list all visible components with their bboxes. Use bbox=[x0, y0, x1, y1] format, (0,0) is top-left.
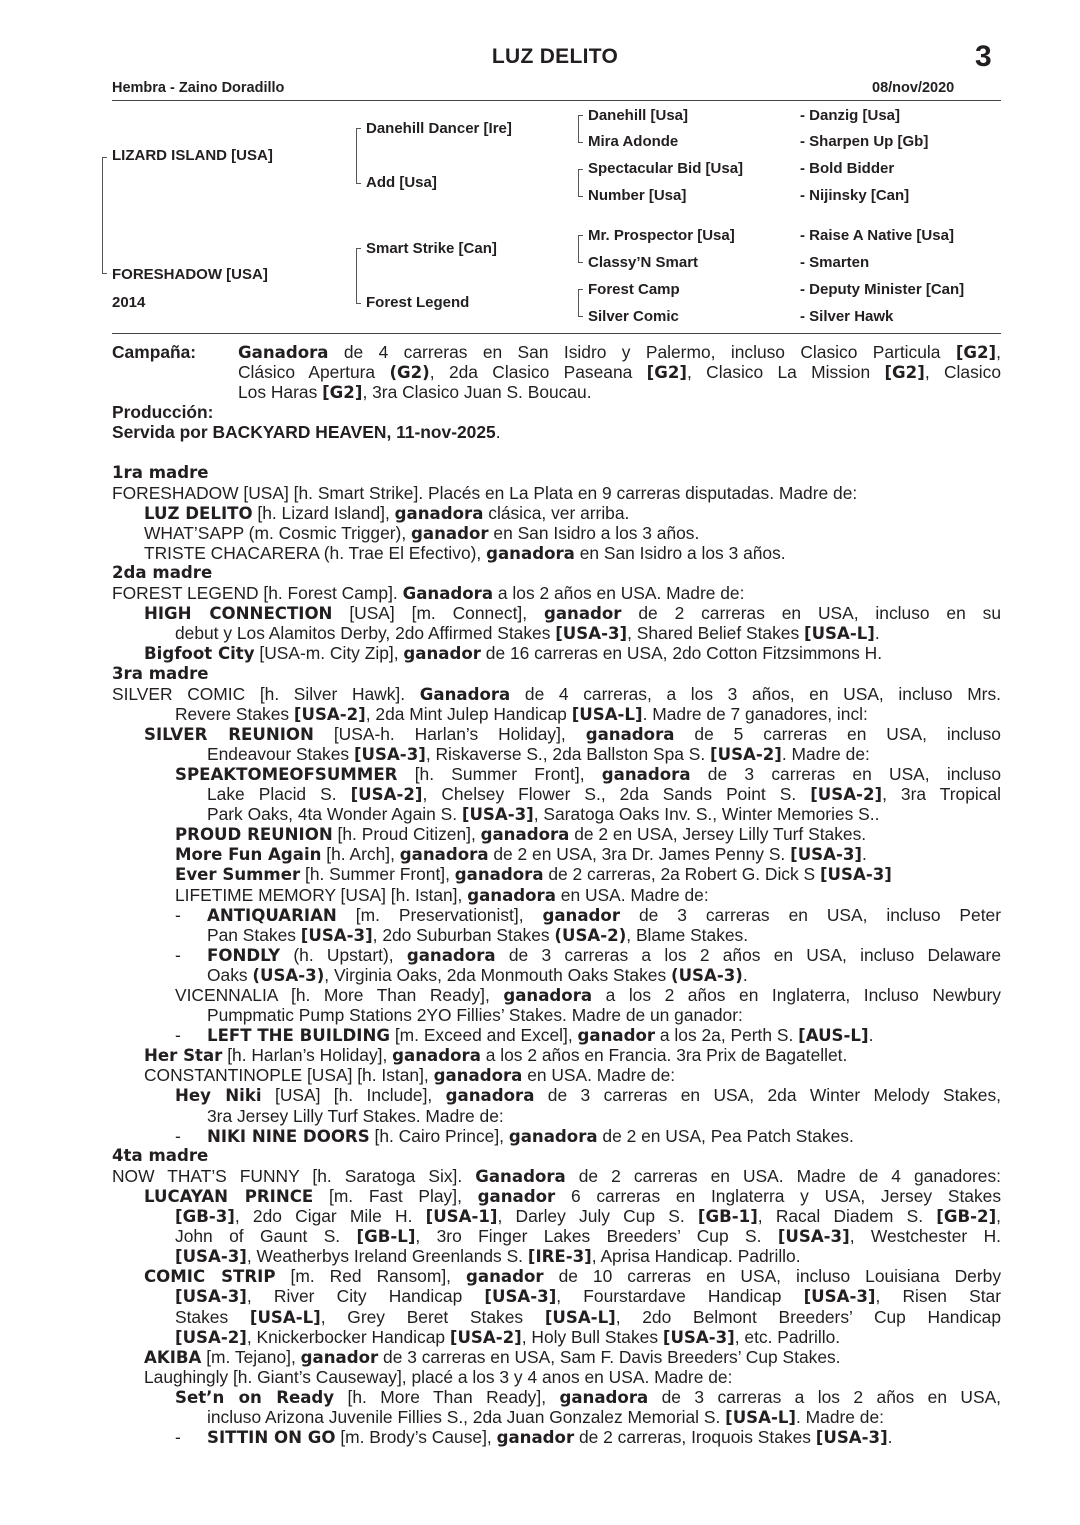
produce-entry-cont: debut y Los Alamitos Derby, 2do Affirmed Stakes [USA-3], Shared Belief Stakes [USA-L]. bbox=[175, 623, 880, 644]
produce-entry: SILVER REUNION [USA-h. Harlan’s Holiday], ganadora de 5 carreras en USA, incluso bbox=[144, 723, 1001, 744]
produce-entry-cont: John of Gaunt S. [GB-L], 3ro Finger Lakes Breeders’ Cup S. [USA-3], Westchester H. bbox=[175, 1226, 1001, 1247]
pedigree-bracket bbox=[578, 169, 583, 197]
pedigree-g4: - Raise A Native [Usa] bbox=[800, 227, 954, 244]
produce-entry: LUCAYAN PRINCE [m. Fast Play], ganador 6 carreras en Inglaterra y USA, Jersey Stakes bbox=[144, 1185, 1002, 1206]
produce-entry: PROUD REUNION [h. Proud Citizen], ganadora de 2 en USA, Jersey Lilly Turf Stakes. bbox=[175, 824, 867, 845]
produce-entry: AKIBA [m. Tejano], ganador de 3 carreras en USA, Sam F. Davis Breeders’ Cup Stakes. bbox=[144, 1346, 841, 1367]
pedigree-bracket bbox=[102, 157, 107, 274]
horse-name-title: LUZ DELITO bbox=[491, 45, 619, 68]
produce-entry-cont: [USA-3], River City Handicap [USA-3], Fourstardave Handicap [USA-3], Risen Star bbox=[175, 1286, 1002, 1307]
produce-entry: Ever Summer [h. Summer Front], ganadora de 2 carreras, 2a Robert G. Dick S [USA-3] bbox=[175, 864, 892, 885]
produce-entry-cont: Stakes [USA-L], Grey Beret Stakes [USA-L], 2do Belmont Breeders’ Cup Handicap bbox=[175, 1306, 1002, 1327]
pedigree-g3: Mr. Prospector [Usa] bbox=[588, 227, 735, 244]
pedigree-g4: - Bold Bidder bbox=[800, 160, 895, 177]
pedigree-divider bbox=[112, 333, 1001, 334]
section-heading-3rd-dam: 3ra madre bbox=[112, 663, 209, 683]
produce-entry-cont: Endeavour Stakes [USA-3], Riskaverse S., 2da Ballston Spa S. [USA-2]. Madre de: bbox=[207, 743, 870, 764]
served-by-line: Servida por BACKYARD HEAVEN, 11-nov-2025. bbox=[112, 422, 501, 443]
campaign-line: Clásico Apertura (G2), 2da Clasico Paseana [G2], Clasico La Mission [G2], Clasico bbox=[238, 362, 1001, 383]
produce-entry: LIFETIME MEMORY [USA] [h. Istan], ganadora en USA. Madre de: bbox=[175, 884, 709, 905]
pedigree-bracket bbox=[578, 115, 583, 143]
section-heading-2nd-dam: 2da madre bbox=[112, 563, 213, 583]
pedigree-sire: LIZARD ISLAND [USA] bbox=[112, 147, 273, 164]
section-heading-4th-dam: 4ta madre bbox=[112, 1145, 209, 1165]
dam-intro: FOREST LEGEND [h. Forest Camp]. Ganadora a los 2 años en USA. Madre de: bbox=[112, 583, 745, 604]
campaign-label: Campaña: bbox=[112, 342, 197, 362]
dam-intro: NOW THAT’S FUNNY [h. Saratoga Six]. Ganadora de 2 carreras en USA. Madre de 4 ganadores: bbox=[112, 1165, 1002, 1186]
pedigree-dam: FORESHADOW [USA] bbox=[112, 266, 268, 283]
produce-entry-cont: Pan Stakes [USA-3], 2do Suburban Stakes (USA-2), Blame Stakes. bbox=[207, 924, 749, 945]
produce-entry: WHAT’SAPP (m. Cosmic Trigger), ganador en San Isidro a los 3 años. bbox=[144, 522, 700, 543]
pedigree-g3: Number [Usa] bbox=[588, 187, 687, 204]
campaign-line: Campaña: Ganadora de 4 carreras en San Isidro y Palermo, incluso Clasico Particula [G2], bbox=[112, 342, 1001, 362]
pedigree-g3: Spectacular Bid [Usa] bbox=[588, 160, 744, 177]
lot-number: 3 bbox=[975, 40, 992, 73]
pedigree-sire-dam: Add [Usa] bbox=[366, 174, 437, 191]
dam-intro: SILVER COMIC [h. Silver Hawk]. Ganadora de 4 carreras, a los 3 años, en USA, incluso Mrs. bbox=[112, 683, 1001, 704]
produce-entry-cont: [USA-2], Knickerbocker Handicap [USA-2], Holy Bull Stakes [USA-3], etc. Padrillo. bbox=[175, 1326, 841, 1347]
produce-entry: CONSTANTINOPLE [USA] [h. Istan], ganadora en USA. Madre de: bbox=[144, 1065, 676, 1086]
produce-entry-cont: incluso Arizona Juvenile Fillies S., 2da Juan Gonzalez Memorial S. [USA-L]. Madre de: bbox=[207, 1406, 884, 1427]
pedigree-g4: - Sharpen Up [Gb] bbox=[800, 133, 929, 150]
produce-entry: Laughingly [h. Giant’s Causeway], placé a los 3 y 4 anos en USA. Madre de: bbox=[144, 1366, 733, 1387]
pedigree-g3: Danehill [Usa] bbox=[588, 107, 689, 124]
produce-entry-cont: [USA-3], Weatherbys Ireland Greenlands S. [IRE-3], Aprisa Handicap. Padrillo. bbox=[175, 1246, 801, 1267]
production-label: Producción: bbox=[112, 402, 214, 423]
dam-intro-cont: Revere Stakes [USA-2], 2da Mint Julep Handicap [USA-L]. Madre de 7 ganadores, incl: bbox=[175, 703, 868, 724]
produce-entry-cont: 3ra Jersey Lilly Turf Stakes. Madre de: bbox=[207, 1105, 504, 1126]
produce-entry: - NIKI NINE DOORS [h. Cairo Prince], ganadora de 2 en USA, Pea Patch Stakes. bbox=[175, 1125, 854, 1146]
pedigree-bracket bbox=[578, 235, 583, 263]
produce-entry: COMIC STRIP [m. Red Ransom], ganador de 10 carreras en USA, incluso Louisiana Derby bbox=[144, 1266, 1002, 1287]
pedigree-bracket bbox=[356, 128, 361, 184]
produce-entry-cont: Oaks (USA-3), Virginia Oaks, 2da Monmouth Oaks Stakes (USA-3). bbox=[207, 964, 748, 985]
produce-entry: LUZ DELITO [h. Lizard Island], ganadora clásica, ver arriba. bbox=[144, 502, 630, 523]
produce-entry: HIGH CONNECTION [USA] [m. Connect], ganador de 2 carreras en USA, incluso en su bbox=[144, 603, 1002, 624]
pedigree-dam-dam: Forest Legend bbox=[366, 294, 470, 311]
produce-entry-cont: Lake Placid S. [USA-2], Chelsey Flower S., 2da Sands Point S. [USA-2], 3ra Tropical bbox=[207, 784, 1001, 805]
produce-entry: - FONDLY (h. Upstart), ganadora de 3 carreras a los 2 años en USA, incluso Delaware bbox=[175, 944, 1001, 965]
pedigree-bracket bbox=[578, 289, 583, 317]
birth-date: 08/nov/2020 bbox=[872, 80, 955, 96]
produce-entry: More Fun Again [h. Arch], ganadora de 2 en USA, 3ra Dr. James Penny S. [USA-3]. bbox=[175, 844, 867, 865]
produce-entry: TRISTE CHACARERA (h. Trae El Efectivo), ganadora en San Isidro a los 3 años. bbox=[144, 542, 786, 563]
dam-intro: FORESHADOW [USA] [h. Smart Strike]. Placés en La Plata en 9 carreras disputadas. Madre de: bbox=[112, 482, 858, 503]
pedigree-bracket bbox=[356, 248, 361, 304]
pedigree-sire-sire: Danehill Dancer [Ire] bbox=[366, 120, 512, 137]
produce-entry-cont: Pumpmatic Pump Stations 2YO Fillies’ Stakes. Madre de un ganador: bbox=[207, 1005, 743, 1026]
pedigree-g3: Forest Camp bbox=[588, 281, 680, 298]
pedigree-g4: - Nijinsky [Can] bbox=[800, 187, 910, 204]
sex-color: Hembra - Zaino Doradillo bbox=[112, 80, 285, 96]
body-text bbox=[112, 342, 1001, 1447]
produce-entry: Bigfoot City [USA-m. City Zip], ganador de 16 carreras en USA, 2do Cotton Fitzsimmons H. bbox=[144, 643, 883, 664]
produce-entry-cont: [GB-3], 2do Cigar Mile H. [USA-1], Darley July Cup S. [GB-1], Racal Diadem S. [GB-2], bbox=[175, 1206, 1001, 1227]
pedigree-g3: Classy’N Smart bbox=[588, 254, 699, 271]
produce-entry: VICENNALIA [h. More Than Ready], ganadora a los 2 años en Inglaterra, Incluso Newbury bbox=[175, 985, 1001, 1005]
produce-entry: Her Star [h. Harlan’s Holiday], ganadora a los 2 años en Francia. 3ra Prix de Bagatellet. bbox=[144, 1045, 848, 1066]
pedigree-g4: - Silver Hawk bbox=[800, 308, 894, 325]
pedigree-g4: - Smarten bbox=[800, 254, 870, 271]
header-divider bbox=[112, 100, 1001, 101]
section-heading-1st-dam: 1ra madre bbox=[112, 462, 209, 482]
pedigree-g3: Mira Adonde bbox=[588, 133, 679, 150]
pedigree-dam-year: 2014 bbox=[112, 294, 146, 311]
pedigree-g4: - Deputy Minister [Can] bbox=[800, 281, 965, 298]
pedigree-g4: - Danzig [Usa] bbox=[800, 107, 901, 124]
produce-entry: - ANTIQUARIAN [m. Preservationist], ganador de 3 carreras en USA, incluso Peter bbox=[175, 904, 1002, 925]
produce-entry: - LEFT THE BUILDING [m. Exceed and Excel], ganador a los 2a, Perth S. [AUS-L]. bbox=[175, 1025, 874, 1046]
produce-entry-cont: Park Oaks, 4ta Wonder Again S. [USA-3], Saratoga Oaks Inv. S., Winter Memories S.. bbox=[207, 804, 880, 825]
produce-entry: - SITTIN ON GO [m. Brody’s Cause], ganador de 2 carreras, Iroquois Stakes [USA-3]. bbox=[175, 1427, 893, 1448]
campaign-line: Los Haras [G2], 3ra Clasico Juan S. Boucau. bbox=[238, 382, 592, 403]
produce-entry: SPEAKTOMEOFSUMMER [h. Summer Front], ganadora de 3 carreras en USA, incluso bbox=[175, 763, 1001, 784]
spacer bbox=[112, 442, 1001, 462]
pedigree-g3: Silver Comic bbox=[588, 308, 679, 325]
produce-entry: Hey Niki [USA] [h. Include], ganadora de 3 carreras en USA, 2da Winter Melody Stakes, bbox=[175, 1085, 1001, 1106]
pedigree-dam-sire: Smart Strike [Can] bbox=[366, 240, 497, 257]
produce-entry: Set’n on Ready [h. More Than Ready], ganadora de 3 carreras a los 2 años en USA, bbox=[175, 1386, 1002, 1407]
